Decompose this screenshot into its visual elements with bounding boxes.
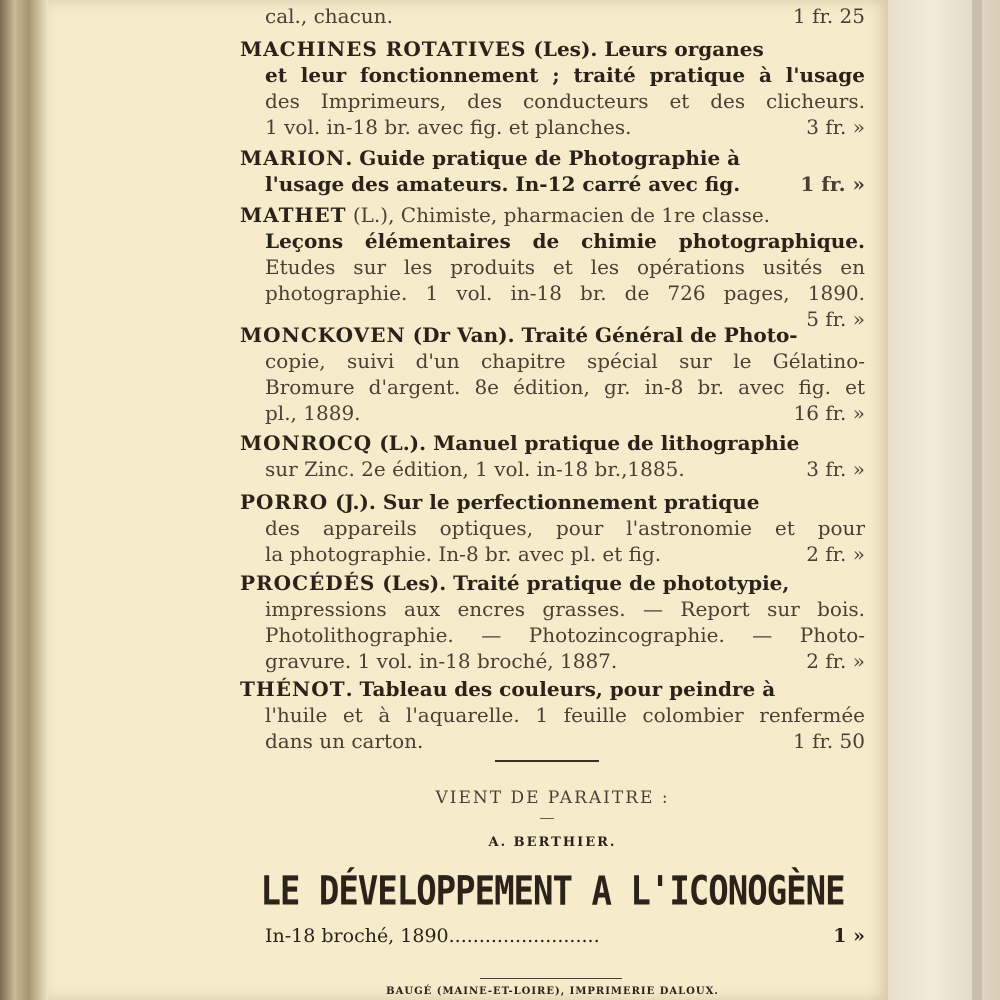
entry-name: MARION: [240, 146, 346, 170]
short-rule: [540, 818, 554, 819]
entry-price: 2 fr. »: [806, 649, 865, 673]
entry-machines-rotatives: MACHINES ROTATIVES (Les). Leurs organes et leur fonctionnement ; traité pratique à l'usage des Imprimeurs, des conducteurs et des clicheurs. 1 vol. in-18 br. avec fig. et planches. 3 fr. »: [240, 37, 865, 139]
entry-name: PROCÉDÉS: [240, 571, 376, 595]
announce-detail-line: [265, 925, 865, 947]
entry-price: 16 fr. »: [793, 401, 865, 425]
book-spine: [0, 0, 48, 1000]
footer-imprint: BAUGÉ (MAINE-ET-LOIRE), IMPRIMERIE DALOUX.: [386, 986, 719, 997]
entry-thenot: THÉNOT. Tableau des couleurs, pour peindre à l'huile et à l'aquarelle. 1 feuille colombier renfermée dans un carton. 1 fr. 50: [240, 677, 865, 753]
page-edge: [888, 0, 1000, 1000]
top-price: 1 fr. 25: [792, 4, 865, 28]
entry-marion: MARION. Guide pratique de Photographie à l'usage des amateurs. In-12 carré avec fig. 1 fr. »: [240, 146, 865, 196]
entry-name: MATHET: [240, 203, 347, 227]
entry-procedes: PROCÉDÉS (Les). Traité pratique de phototypie, impressions aux encres grasses. — Report sur bois. Photolithographie. — Photozincographie. — Photo- gravure. 1 vol. in-18 broché, 1887. 2 fr. »: [240, 571, 865, 673]
entry-price: 5 fr. »: [806, 307, 865, 331]
entry-monckoven: MONCKOVEN (Dr Van). Traité Général de Photo- copie, suivi d'un chapitre spécial sur le Gélatino- Bromure d'argent. 8e édition, gr. in-8 br. avec fig. et pl., 1889. 16 fr. »: [240, 323, 865, 425]
entry-mathet: MATHET (L.), Chimiste, pharmacien de 1re classe. Leçons élémentaires de chimie photographique. Etudes sur les produits et les opérations usités en photographie. 1 vol. in-18 br. de 726 pages, 1890. 5 fr. »: [240, 203, 865, 331]
entry-monrocq: MONROCQ (L.). Manuel pratique de lithographie sur Zinc. 2e édition, 1 vol. in-18 br.,1885. 3 fr. »: [240, 431, 865, 481]
entry-porro: PORRO (J.). Sur le perfectionnement pratique des appareils optiques, pour l'astronomie et pour la photographie. In-8 br. avec pl. et fig. 2 fr. »: [240, 490, 865, 566]
entry-name: MONROCQ: [240, 431, 373, 455]
announce-heading: VIENT DE PARAITRE :: [435, 788, 670, 808]
announce-price: 1 »: [833, 925, 865, 947]
entry-name: PORRO: [240, 490, 329, 514]
announce-author: A. BERTHIER.: [488, 835, 617, 850]
entry-price: 3 fr. »: [806, 457, 865, 481]
footer-rule: [480, 978, 622, 979]
entry-name: MACHINES ROTATIVES: [240, 37, 527, 61]
top-line: cal., chacun.: [265, 4, 393, 28]
entry-price: 1 fr. »: [800, 172, 865, 196]
announce-detail: In-18 broché, 1890.........................: [265, 925, 600, 947]
announce-title: LE DÉVELOPPEMENT A L'ICONOGÈNE: [260, 868, 845, 916]
entry-price: 3 fr. »: [806, 115, 865, 139]
entry-name: THÉNOT: [240, 677, 346, 701]
divider-rule: [495, 760, 599, 762]
entry-price: 1 fr. 50: [792, 729, 865, 753]
top-partial-entry: [240, 3, 865, 29]
entry-price: 2 fr. »: [806, 542, 865, 566]
entry-name: MONCKOVEN: [240, 323, 406, 347]
